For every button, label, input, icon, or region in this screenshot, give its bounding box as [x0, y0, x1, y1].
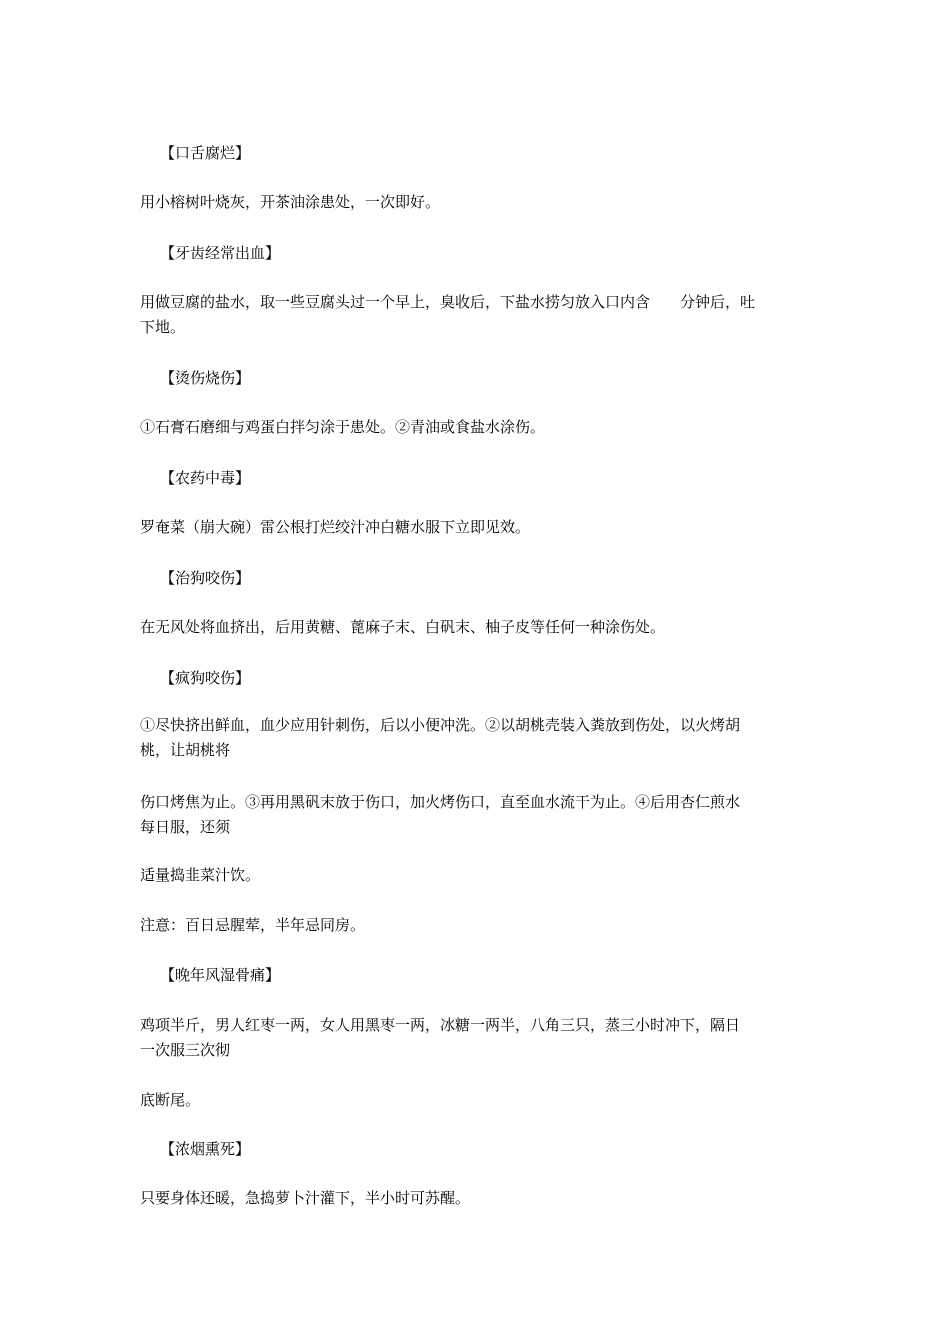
section-heading: 【烫伤烧伤】	[160, 369, 251, 387]
paragraph: 注意：百日忌腥荤，半年忌同房。	[140, 916, 366, 934]
paragraph: 在无风处将血挤出，后用黄糖、蓖麻子末、白矾末、柚子皮等任何一种涂伤处。	[140, 618, 666, 636]
paragraph-line: 桃，让胡桃将	[140, 741, 231, 759]
section-heading: 【农药中毒】	[160, 469, 251, 487]
section-heading: 【晚年风湿骨痛】	[160, 966, 281, 984]
section-heading: 【口舌腐烂】	[160, 144, 251, 162]
paragraph-text: 分钟后，吐	[680, 293, 756, 311]
paragraph-line: 一次服三次彻	[140, 1041, 231, 1059]
section-heading: 【浓烟熏死】	[160, 1140, 251, 1158]
paragraph: 罗奄菜（崩大碗）雷公根打烂绞汁冲白糖水服下立即见效。	[140, 518, 531, 536]
paragraph-line: 下地。	[140, 318, 186, 336]
section-heading: 【疯狗咬伤】	[160, 669, 251, 687]
paragraph-line: 每日服，还须	[140, 818, 231, 836]
paragraph: 适量捣韭菜汁饮。	[140, 866, 261, 884]
section-heading: 【牙齿经常出血】	[160, 244, 281, 262]
paragraph-line: 鸡项半斤，男人红枣一两，女人用黑枣一两，冰糖一两半，八角三只，蒸三小时冲下，隔日	[140, 1016, 741, 1034]
paragraph-line: ①尽快挤出鲜血，血少应用针刺伤，后以小便冲洗。②以胡桃壳装入粪放到伤处，以火烤胡	[140, 716, 741, 734]
paragraph-text: 用做豆腐的盐水，取一些豆腐头过一个早上，臭收后，下盐水捞匀放入口内含	[140, 293, 651, 311]
paragraph-line	[140, 290, 820, 315]
paragraph-line: 伤口烤焦为止。③再用黑矾末放于伤口，加火烤伤口，直至血水流干为止。④后用杏仁煎水	[140, 793, 741, 811]
paragraph: 只要身体还暖，急捣萝卜汁灌下，半小时可苏醒。	[140, 1189, 471, 1207]
section-heading: 【治狗咬伤】	[160, 569, 251, 587]
paragraph: 底断尾。	[140, 1091, 201, 1109]
paragraph: 用小榕树叶烧灰，开茶油涂患处，一次即好。	[140, 193, 441, 211]
paragraph: ①石膏石磨细与鸡蛋白拌匀涂于患处。②青油或食盐水涂伤。	[140, 418, 546, 436]
